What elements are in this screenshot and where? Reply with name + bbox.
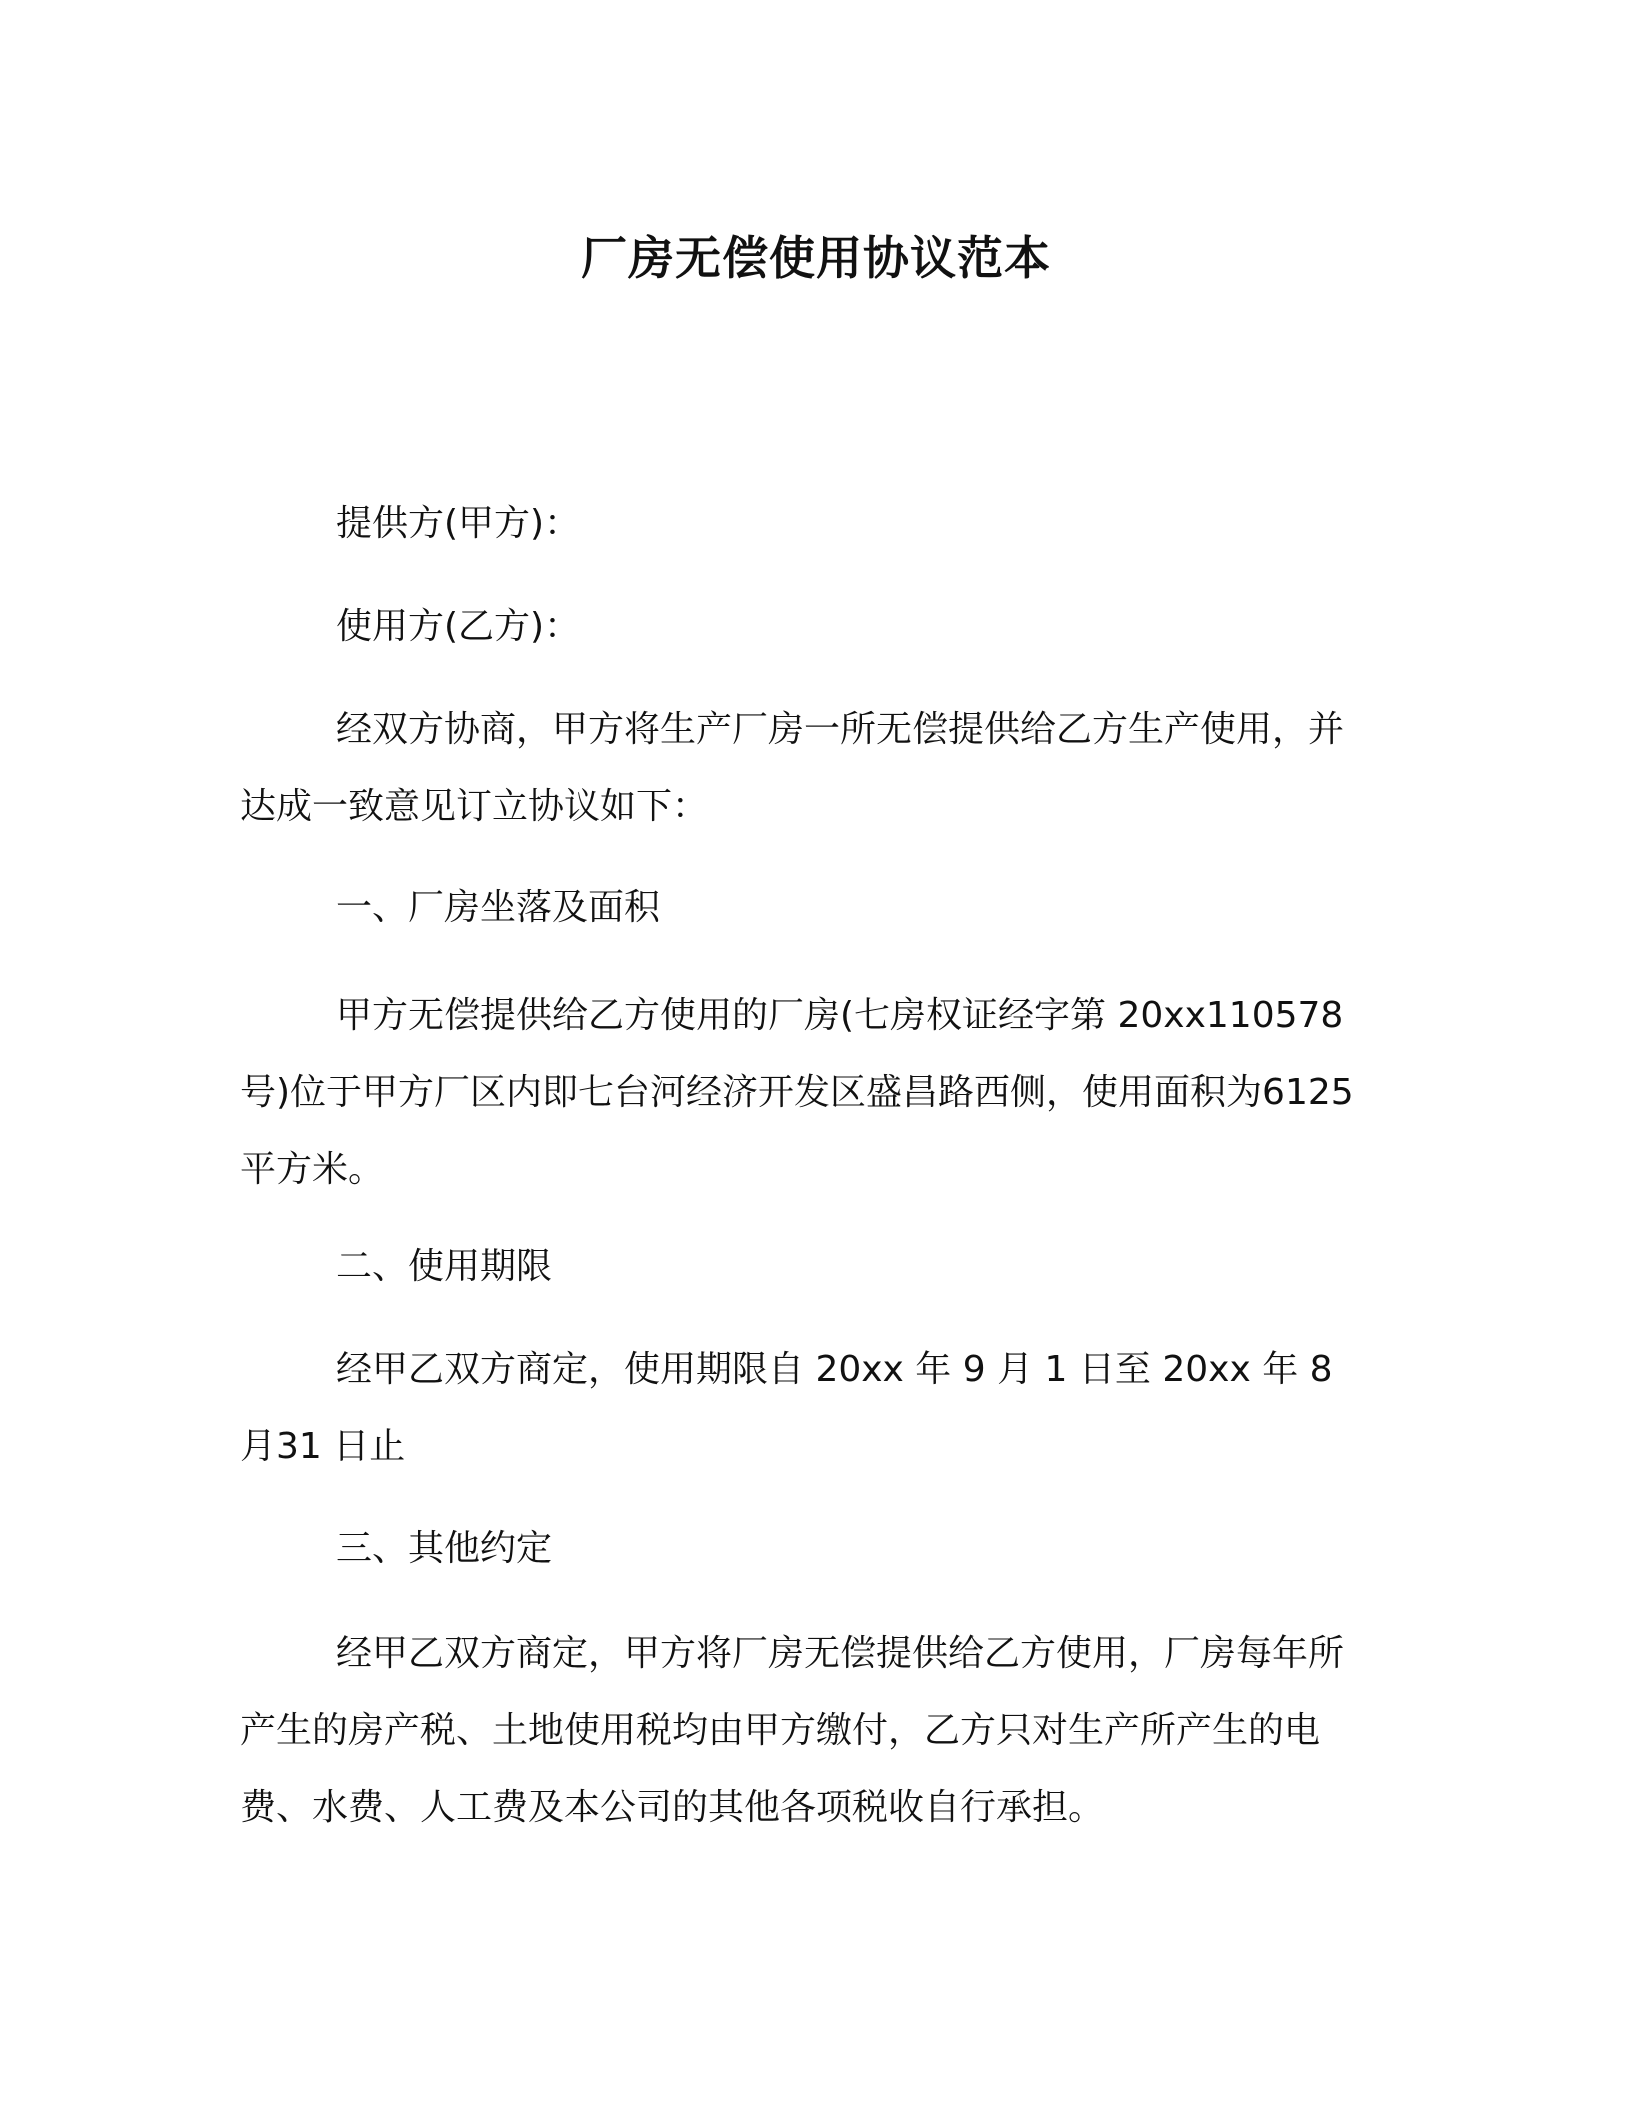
party-a-label: 提供方(甲方)： [336,503,581,544]
section-1-heading: 一、厂房坐落及面积 [336,887,661,928]
section-3-body: 经甲乙双方商定，甲方将厂房无偿提供给乙方使用，厂房每年所产生的房产税、土地使用税均由甲方缴付，乙方只对生产所产生的电费、水费、人工费及本公司的其他各项税收自行承担。 [240,1633,1345,1828]
intro-paragraph: 经双方协商，甲方将生产厂房一所无偿提供给乙方生产使用，并达成一致意见订立协议如下： [240,709,1345,827]
document-title: 厂房无偿使用协议范本 [581,231,1051,285]
party-b-label: 使用方(乙方)： [336,606,581,647]
section-3-heading: 三、其他约定 [336,1528,553,1569]
section-2-body: 经甲乙双方商定，使用期限自 20xx 年 9 月 1 日至 20xx 年 8 月31 日止 [240,1349,1333,1467]
section-1-body: 甲方无偿提供给乙方使用的厂房(七房权证经字第 20xx110578号)位于甲方厂区内即七台河经济开发区盛昌路西侧，使用面积为6125 平方米。 [240,995,1354,1190]
section-2-heading: 二、使用期限 [336,1246,553,1287]
